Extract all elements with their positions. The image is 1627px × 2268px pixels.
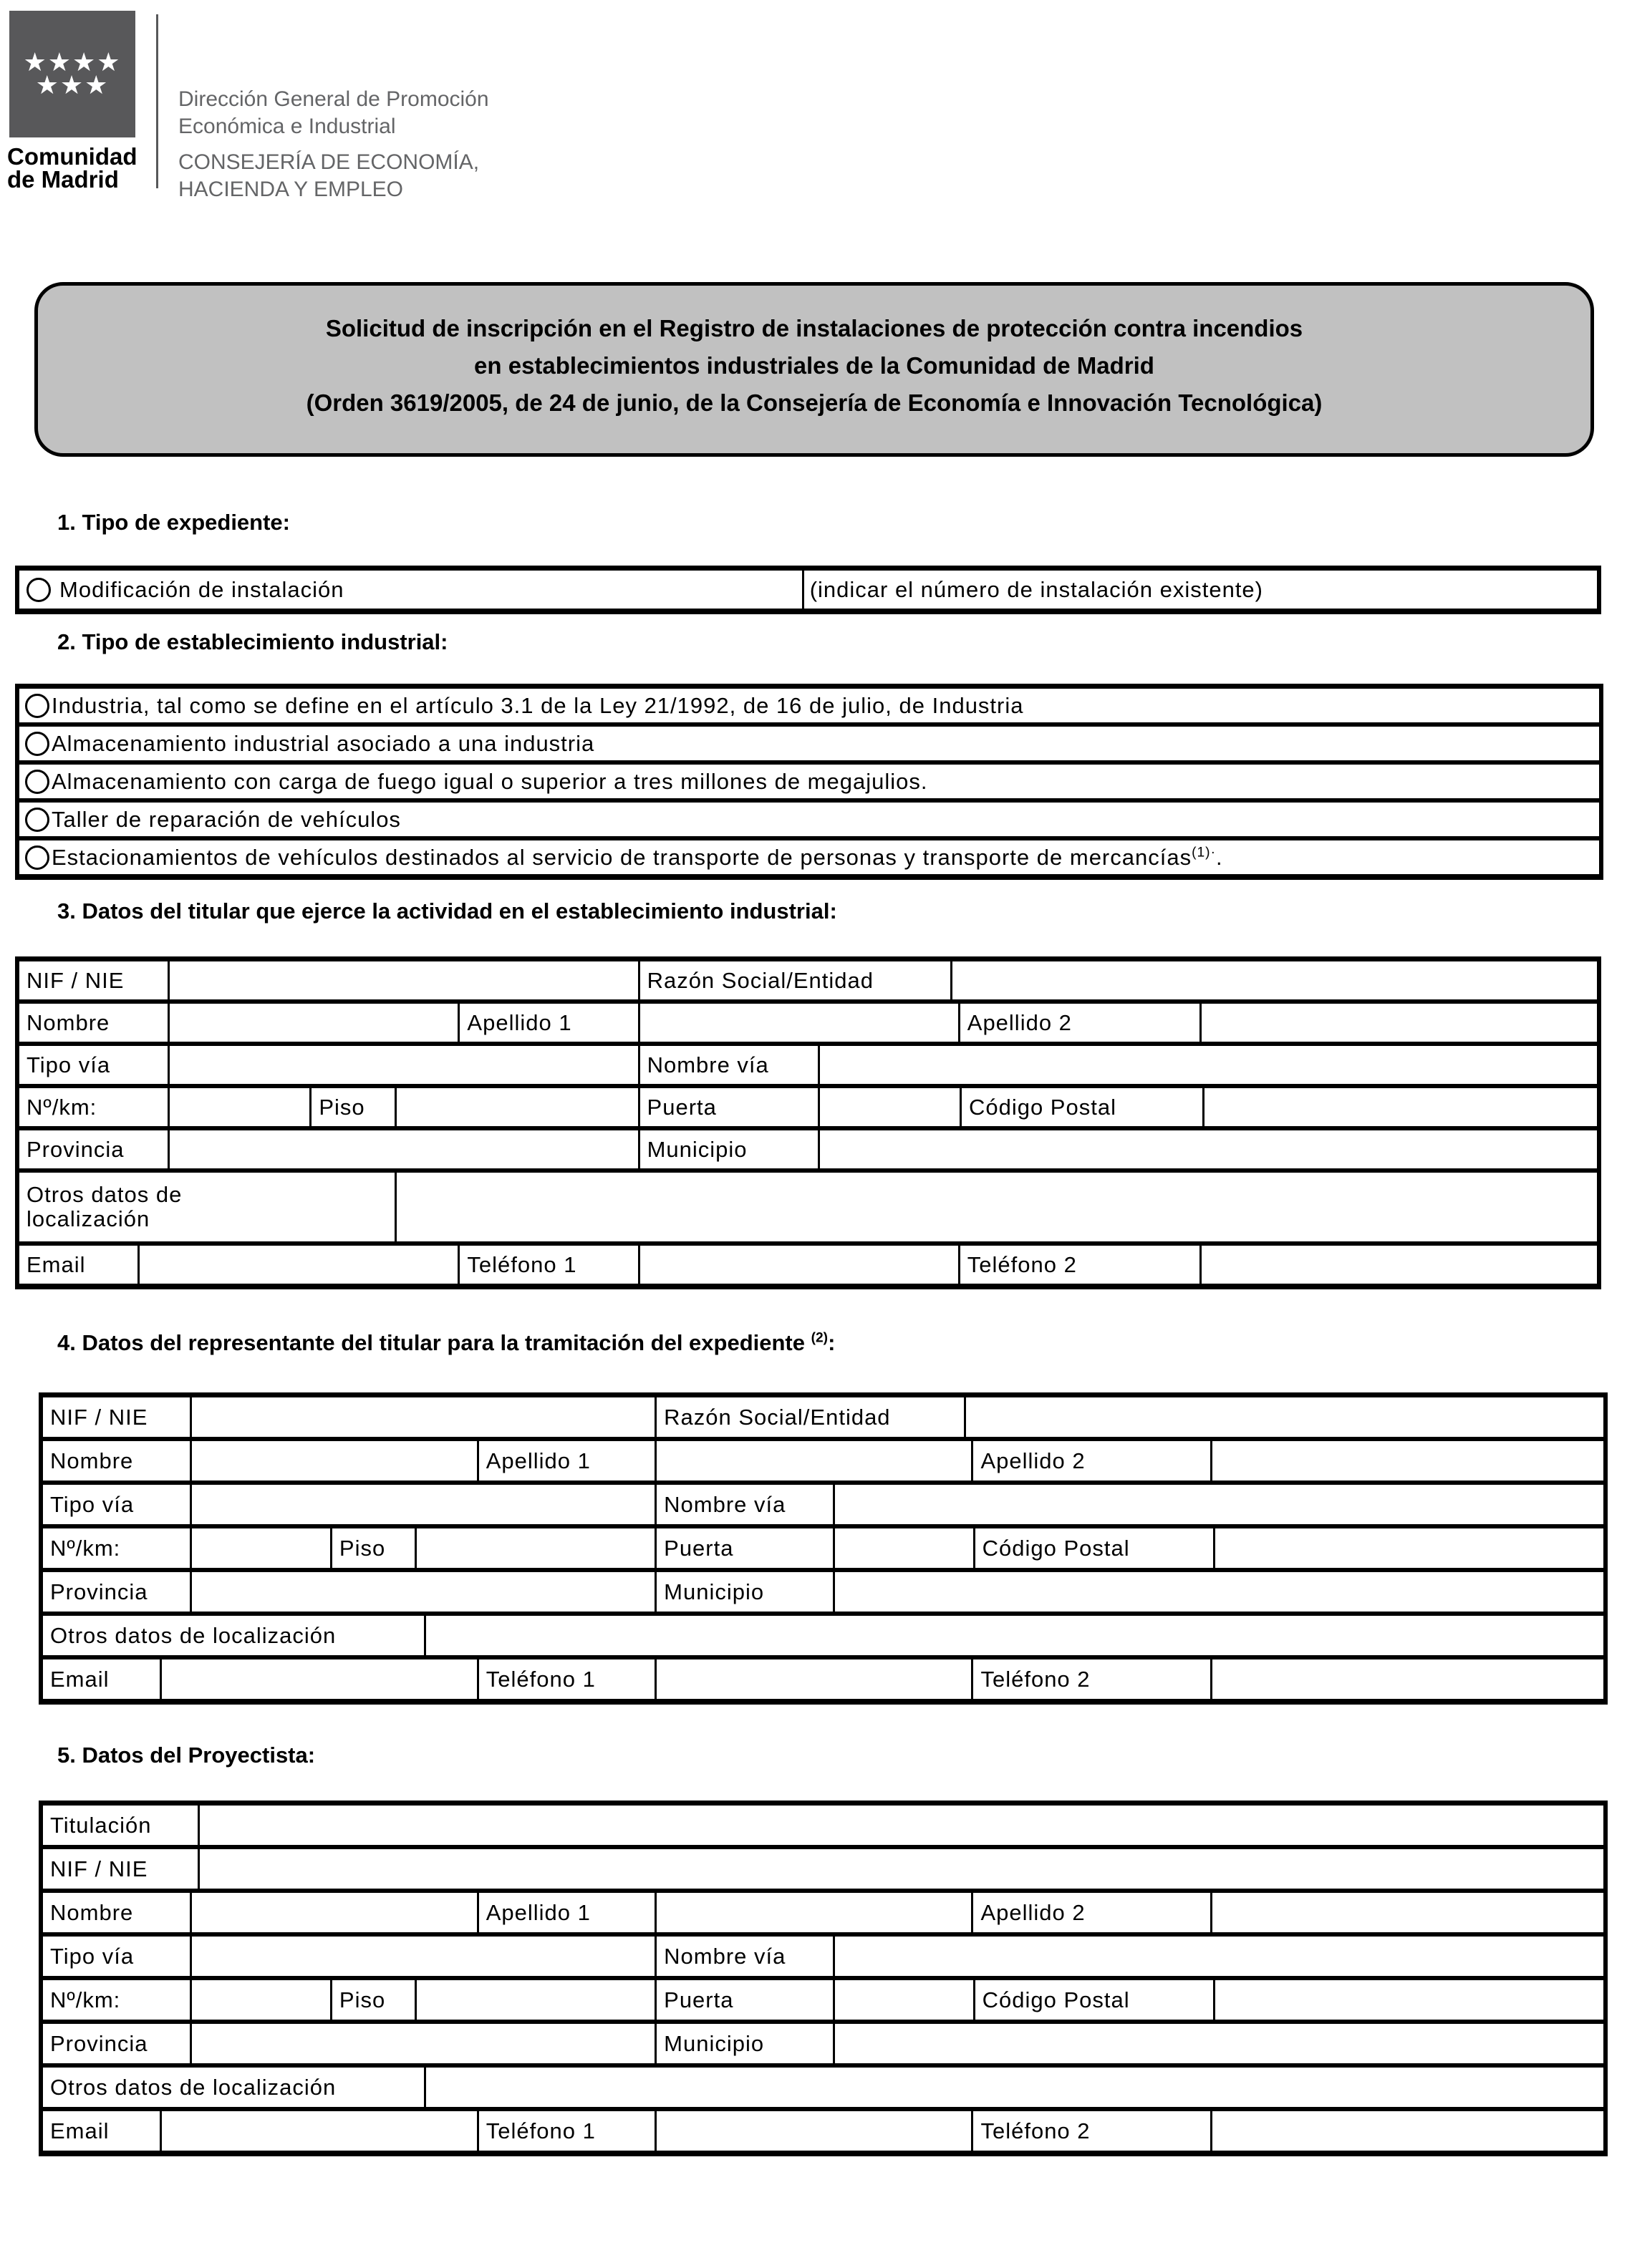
municipio-label: Municipio: [664, 2030, 765, 2056]
otros-datos-label: [19, 1183, 182, 1231]
option-label: Almacenamiento con carga de fuego igual o superior a tres millones de megajulios.: [52, 768, 928, 794]
table-row: [43, 1568, 1603, 1612]
option-label-text: Estacionamientos de vehículos destinados al servicio de transporte de personas y transporte de mercancías: [52, 844, 1192, 870]
tipo-via-label: Tipo vía: [50, 1943, 135, 1969]
table-row: [19, 961, 1597, 999]
titular-telefono1-input[interactable]: [638, 1246, 958, 1284]
instalacion-existente-cell[interactable]: [802, 571, 1597, 609]
titular-apellido2-input[interactable]: [1199, 1004, 1597, 1042]
representante-razon-social-input[interactable]: [964, 1397, 1603, 1437]
razon-social-label: Razón Social/Entidad: [647, 967, 874, 993]
email-label: Email: [50, 1666, 110, 1692]
codigo-postal-label: Código Postal: [982, 1535, 1130, 1561]
form-title-line3: (Orden 3619/2005, de 24 de junio, de la Consejería de Economía e Innovación Tecnológica): [306, 389, 1323, 416]
table-row: [43, 2107, 1603, 2151]
proyectista-codigo-postal-input[interactable]: [1213, 1980, 1603, 2020]
municipio-label: Municipio: [664, 1579, 765, 1604]
department-line1: Dirección General de Promoción: [178, 87, 489, 111]
representante-codigo-postal-input[interactable]: [1213, 1528, 1603, 1568]
table-row: [19, 760, 1599, 798]
piso-label: Piso: [339, 1987, 386, 2012]
table-row: [19, 571, 1597, 609]
nombre-label: Nombre: [26, 1009, 110, 1035]
telefono1-label: Teléfono 1: [467, 1251, 577, 1277]
proyectista-email-input[interactable]: [160, 2111, 476, 2151]
nombre-via-label: Nombre vía: [664, 1491, 786, 1517]
apellido1-label: Apellido 1: [486, 1899, 591, 1925]
proyectista-provincia-input[interactable]: [190, 2024, 655, 2063]
region-name-line1: Comunidad: [7, 143, 137, 170]
proyectista-nombre-via-input[interactable]: [833, 1937, 1603, 1976]
form-title-line2: en establecimientos industriales de la Comunidad de Madrid: [474, 352, 1154, 379]
establecimiento-option-2[interactable]: [19, 727, 1599, 760]
representante-telefono2-input[interactable]: [1210, 1659, 1603, 1699]
nombre-via-label: Nombre vía: [664, 1943, 786, 1969]
representante-table: [39, 1392, 1608, 1705]
provincia-label: Provincia: [50, 2030, 148, 2056]
otros-datos-line2: localización: [26, 1206, 150, 1231]
radio-icon[interactable]: [25, 732, 49, 756]
titular-piso-input[interactable]: [395, 1088, 637, 1126]
expediente-option-cell[interactable]: [19, 571, 802, 609]
municipio-label: Municipio: [647, 1136, 748, 1162]
titular-nombre-via-input[interactable]: [818, 1046, 1597, 1084]
apellido1-label: Apellido 1: [467, 1009, 572, 1035]
expediente-table: [15, 566, 1601, 614]
titular-num-km-input[interactable]: [168, 1088, 309, 1126]
table-row: [43, 1932, 1603, 1976]
section1-heading: 1. Tipo de expediente:: [57, 510, 291, 535]
nombre-via-label: Nombre vía: [647, 1052, 769, 1077]
table-row: [19, 722, 1599, 760]
table-row: [43, 1845, 1603, 1889]
proyectista-num-km-input[interactable]: [190, 1980, 330, 2020]
proyectista-municipio-input[interactable]: [833, 2024, 1603, 2063]
telefono1-label: Teléfono 1: [486, 1666, 596, 1692]
table-row: [19, 1168, 1597, 1241]
flag-stars-row1: ★★★★: [23, 47, 122, 77]
table-row: [43, 2020, 1603, 2063]
representante-apellido1-input[interactable]: [655, 1441, 971, 1480]
representante-puerta-input[interactable]: [833, 1528, 973, 1568]
num-km-label: Nº/km:: [50, 1535, 121, 1561]
tipo-via-label: Tipo vía: [26, 1052, 111, 1077]
email-label: Email: [50, 2118, 110, 2143]
table-row: [43, 1524, 1603, 1568]
section4-heading: [57, 1330, 835, 1356]
department-block: [178, 86, 489, 203]
option-label: Almacenamiento industrial asociado a una industria: [52, 730, 595, 756]
apellido2-label: Apellido 2: [967, 1009, 1072, 1035]
radio-icon[interactable]: [26, 578, 51, 602]
table-row: [43, 1655, 1603, 1699]
footnote-ref-1: (1)·: [1192, 845, 1216, 861]
proyectista-otros-datos-input[interactable]: [424, 2068, 1603, 2107]
otros-datos-label: Otros datos de localización: [50, 1622, 337, 1648]
titular-table: [15, 956, 1601, 1289]
table-row: [19, 1126, 1597, 1168]
titular-puerta-input[interactable]: [818, 1088, 960, 1126]
representante-nombre-input[interactable]: [190, 1441, 477, 1480]
titular-apellido1-input[interactable]: [638, 1004, 958, 1042]
proyectista-apellido1-input[interactable]: [655, 1893, 971, 1932]
telefono2-label: Teléfono 2: [967, 1251, 1077, 1277]
table-row: [19, 1241, 1597, 1284]
table-row: [43, 1976, 1603, 2020]
otros-datos-label: Otros datos de localización: [50, 2074, 337, 2100]
telefono1-label: Teléfono 1: [486, 2118, 596, 2143]
apellido2-label: Apellido 2: [980, 1448, 1086, 1473]
section5-heading: 5. Datos del Proyectista:: [57, 1743, 316, 1768]
tipo-via-label: Tipo vía: [50, 1491, 135, 1517]
representante-num-km-input[interactable]: [190, 1528, 330, 1568]
representante-tipo-via-input[interactable]: [190, 1485, 655, 1524]
header-divider: [156, 14, 158, 188]
table-row: [43, 1889, 1603, 1932]
radio-icon[interactable]: [25, 845, 49, 870]
puerta-label: Puerta: [664, 1987, 734, 2012]
option-label: [52, 845, 1223, 871]
titular-email-input[interactable]: [137, 1246, 458, 1284]
apellido1-label: Apellido 1: [486, 1448, 591, 1473]
establecimiento-table: [15, 684, 1603, 880]
proyectista-apellido2-input[interactable]: [1210, 1893, 1603, 1932]
radio-icon[interactable]: [25, 694, 49, 718]
table-row: [19, 1084, 1597, 1126]
titular-tipo-via-input[interactable]: [168, 1046, 637, 1084]
radio-icon[interactable]: [25, 808, 49, 832]
provincia-label: Provincia: [26, 1136, 125, 1162]
table-row: [19, 999, 1597, 1042]
option-label-suffix: .: [1215, 844, 1223, 870]
radio-icon[interactable]: [25, 770, 49, 794]
titular-provincia-input[interactable]: [168, 1130, 637, 1168]
proyectista-telefono1-input[interactable]: [655, 2111, 971, 2151]
apellido2-label: Apellido 2: [980, 1899, 1086, 1925]
section4-heading-suffix: :: [828, 1330, 836, 1355]
provincia-label: Provincia: [50, 1579, 148, 1604]
proyectista-nombre-input[interactable]: [190, 1893, 477, 1932]
representante-otros-datos-input[interactable]: [424, 1616, 1603, 1655]
option-label: Taller de reparación de vehículos: [52, 806, 401, 832]
table-row: [19, 836, 1599, 874]
representante-nombre-via-input[interactable]: [833, 1485, 1603, 1524]
representante-piso-input[interactable]: [415, 1528, 655, 1568]
department-line2: Económica e Industrial: [178, 115, 396, 138]
table-row: [43, 1480, 1603, 1524]
flag-stars-icon: [9, 47, 135, 100]
footnote-ref-2: (2): [811, 1330, 829, 1346]
representante-telefono1-input[interactable]: [655, 1659, 971, 1699]
section4-heading-text: 4. Datos del representante del titular para la tramitación del expediente: [57, 1330, 811, 1355]
form-title-line1: Solicitud de inscripción en el Registro de instalaciones de protección contra incendios: [325, 315, 1303, 341]
titular-razon-social-input[interactable]: [950, 961, 1597, 999]
nif-label: NIF / NIE: [50, 1404, 148, 1430]
puerta-label: Puerta: [647, 1094, 717, 1120]
council-line1: CONSEJERÍA DE ECONOMÍA,: [178, 150, 480, 174]
form-title-box: [34, 282, 1594, 457]
email-label: Email: [26, 1251, 86, 1277]
razon-social-label: Razón Social/Entidad: [664, 1404, 891, 1430]
titular-telefono2-input[interactable]: [1199, 1246, 1597, 1284]
table-row: [43, 1437, 1603, 1480]
proyectista-table: [39, 1801, 1608, 2156]
titular-otros-datos-input[interactable]: [395, 1173, 1597, 1241]
representante-email-input[interactable]: [160, 1659, 476, 1699]
proyectista-titulacion-input[interactable]: [198, 1806, 1603, 1845]
table-row: [19, 798, 1599, 836]
option-label: Industria, tal como se define en el artículo 3.1 de la Ley 21/1992, de 16 de julio, de Industria: [52, 692, 1024, 718]
proyectista-telefono2-input[interactable]: [1210, 2111, 1603, 2151]
proyectista-piso-input[interactable]: [415, 1980, 655, 2020]
representante-nif-input[interactable]: [190, 1397, 655, 1437]
codigo-postal-label: Código Postal: [982, 1987, 1130, 2012]
council-line2: HACIENDA Y EMPLEO: [178, 178, 404, 201]
table-row: [19, 689, 1599, 722]
proyectista-tipo-via-input[interactable]: [190, 1937, 655, 1976]
codigo-postal-label: Código Postal: [968, 1094, 1116, 1120]
expediente-option-label: Modificación de instalación: [59, 576, 344, 602]
titular-codigo-postal-input[interactable]: [1202, 1088, 1597, 1126]
nombre-label: Nombre: [50, 1448, 134, 1473]
otros-datos-line1: Otros datos de: [26, 1182, 183, 1207]
comunidad-madrid-flag-logo: [9, 11, 135, 137]
piso-label: Piso: [319, 1094, 365, 1120]
proyectista-nif-input[interactable]: [198, 1849, 1603, 1889]
section2-heading: 2. Tipo de establecimiento industrial:: [57, 629, 448, 654]
establecimiento-option-3[interactable]: [19, 765, 1599, 798]
representante-municipio-input[interactable]: [833, 1572, 1603, 1612]
table-row: [19, 1042, 1597, 1084]
telefono2-label: Teléfono 2: [980, 1666, 1091, 1692]
region-name: [7, 145, 137, 191]
establecimiento-option-1[interactable]: [19, 689, 1599, 722]
telefono2-label: Teléfono 2: [980, 2118, 1091, 2143]
piso-label: Piso: [339, 1535, 386, 1561]
flag-stars-row2: ★★★: [35, 70, 110, 100]
representante-provincia-input[interactable]: [190, 1572, 655, 1612]
table-row: [43, 1806, 1603, 1845]
table-row: [43, 1612, 1603, 1655]
nif-label: NIF / NIE: [26, 967, 125, 993]
titular-nombre-input[interactable]: [168, 1004, 458, 1042]
instalacion-existente-note: (indicar el número de instalación existente): [809, 576, 1263, 602]
titular-municipio-input[interactable]: [818, 1130, 1597, 1168]
representante-apellido2-input[interactable]: [1210, 1441, 1603, 1480]
nombre-label: Nombre: [50, 1899, 134, 1925]
section3-heading: 3. Datos del titular que ejerce la actividad en el establecimiento industrial:: [57, 898, 837, 924]
establecimiento-option-4[interactable]: [19, 803, 1599, 836]
titulacion-label: Titulación: [50, 1812, 152, 1838]
num-km-label: Nº/km:: [26, 1094, 97, 1120]
table-row: [43, 1397, 1603, 1437]
proyectista-puerta-input[interactable]: [833, 1980, 973, 2020]
table-row: [43, 2063, 1603, 2107]
num-km-label: Nº/km:: [50, 1987, 121, 2012]
titular-nif-input[interactable]: [168, 961, 637, 999]
puerta-label: Puerta: [664, 1535, 734, 1561]
nif-label: NIF / NIE: [50, 1856, 148, 1881]
establecimiento-option-5[interactable]: [19, 840, 1599, 874]
region-name-line2: de Madrid: [7, 166, 119, 193]
